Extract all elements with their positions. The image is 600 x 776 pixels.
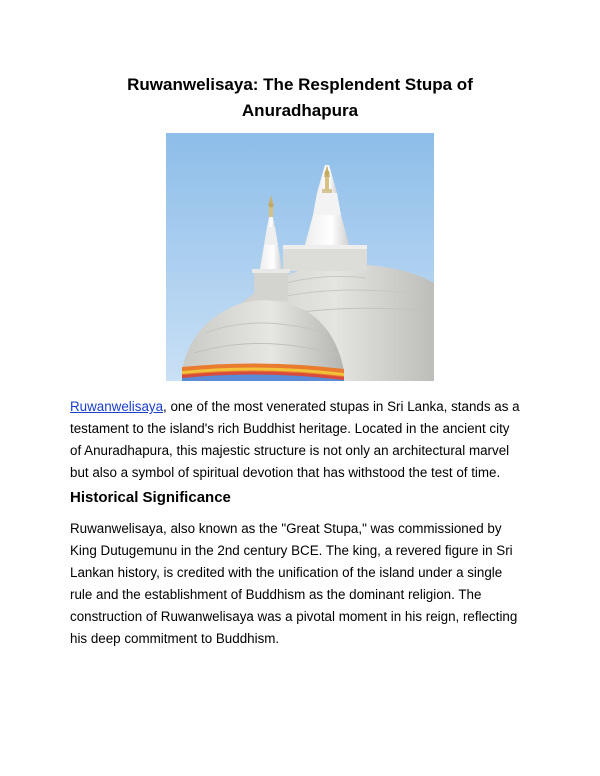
intro-line-2: testament to the island's rich Buddhist heritage. Located in the ancient city (70, 421, 510, 436)
intro-line-1-rest: , one of the most venerated stupas in Sri Lanka, stands as a (163, 399, 520, 414)
page-title (60, 72, 540, 124)
title-line-1: Ruwanwelisaya: The Resplendent Stupa of (127, 75, 473, 94)
history-line-6: his deep commitment to Buddhism. (70, 631, 280, 646)
stupa-photo (166, 133, 434, 381)
history-line-5: construction of Ruwanwelisaya was a pivotal moment in his reign, reflecting (70, 609, 518, 624)
intro-line-4: but also a symbol of spiritual devotion that has withstood the test of time. (70, 465, 501, 480)
intro-line-3: of Anuradhapura, this majestic structure is not only an architectural marvel (70, 443, 510, 458)
history-line-3: Lankan history, is credited with the unification of the island under a single (70, 565, 503, 580)
section-heading: Historical Significance (70, 489, 231, 506)
history-line-2: King Dutugemunu in the 2nd century BCE. The king, a revered figure in Sri (70, 543, 513, 558)
title-line-2: Anuradhapura (241, 101, 359, 120)
intro-line-1 (70, 396, 532, 418)
history-paragraph (70, 518, 532, 650)
history-line-1: Ruwanwelisaya, also known as the "Great Stupa," was commissioned by (70, 521, 502, 536)
history-line-4: rule and the establishment of Buddhism as the dominant religion. The (70, 587, 482, 602)
ruwanwelisaya-link[interactable]: Ruwanwelisaya (70, 399, 164, 414)
intro-paragraph (70, 396, 532, 484)
